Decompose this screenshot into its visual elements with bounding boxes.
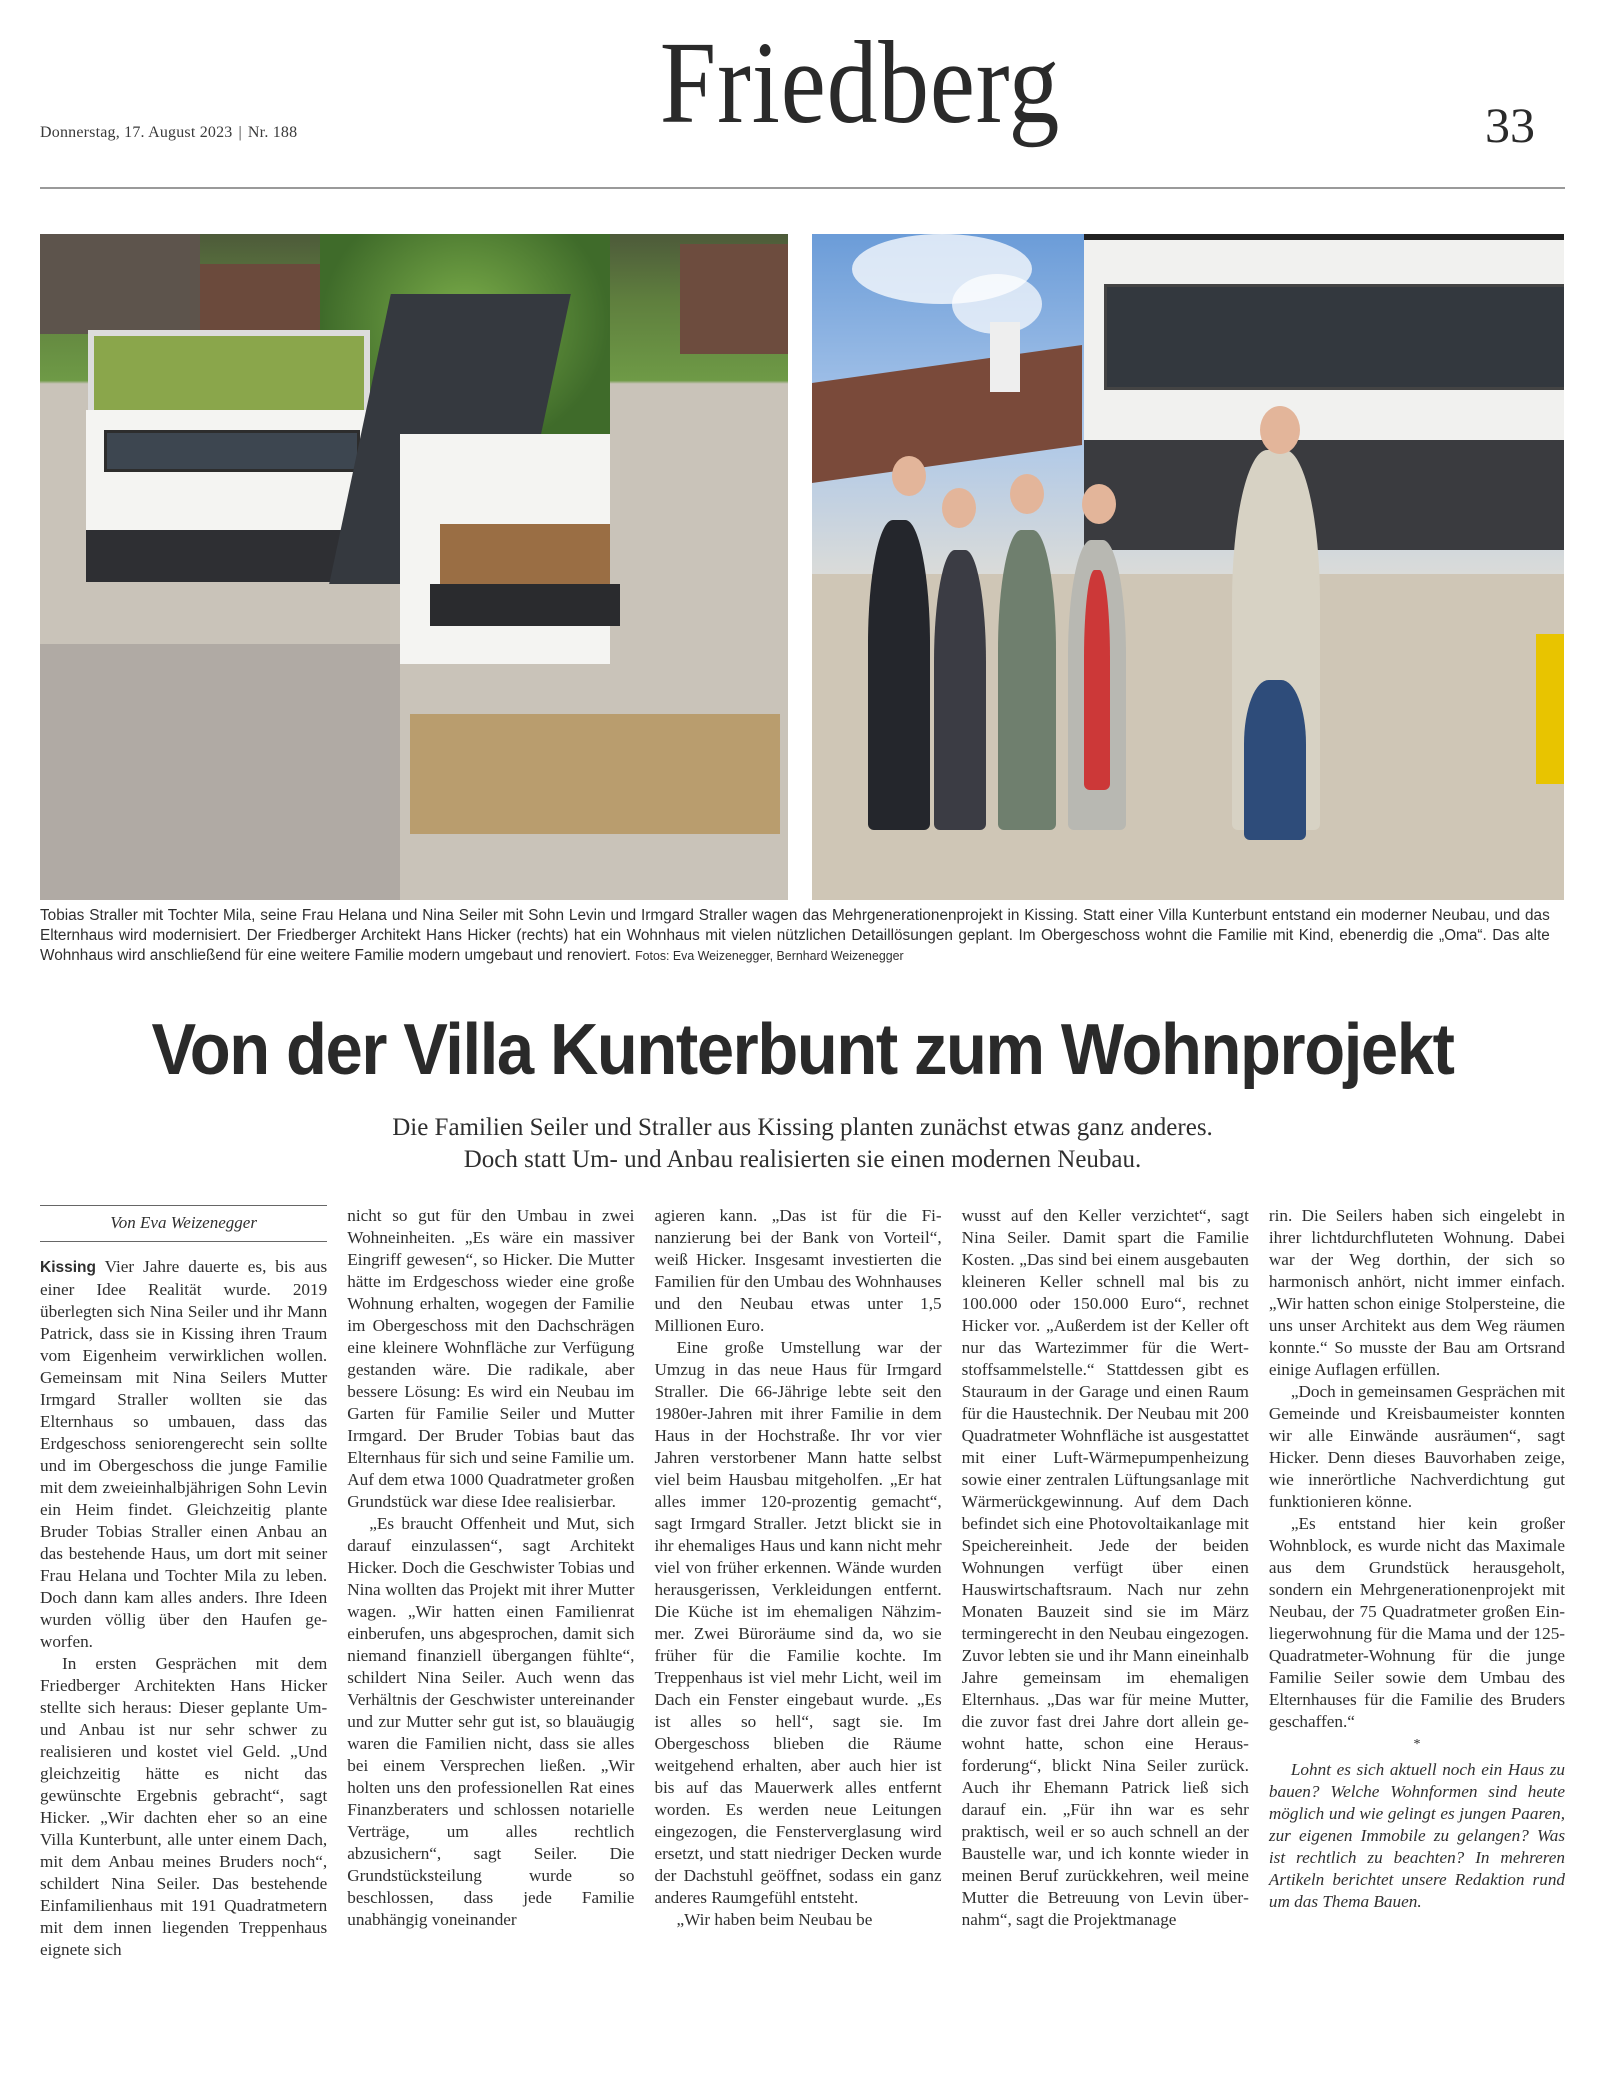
paved-yard — [40, 644, 400, 900]
photo-family-group — [812, 234, 1564, 900]
series-infobox: Lohnt es sich aktuell noch ein Haus zu bauen? Welche Wohnformen sind heute möglich und wie gelingt es jungen Paaren, zur eigenen Immobile zu gelangen? Was ist rechtlich zu beachten? In mehreren Artikeln berichtet unsere Redaktion rund um das Thema Bauen. — [1268, 1760, 1566, 1911]
article-headline: Von der Villa Kunterbunt zum Wohnprojekt — [151, 1010, 1454, 1090]
paragraph: „Doch in gemeinsamen Gesprächen mit Gemeinde und Kreisbaumeister konnten wir alle Einwände ausräumen“, sagt Hicker. Denn dieses Bauvorhaben zeige, wie innerörtliche Nachverdichtung gut funktionieren könne. — [1268, 1382, 1566, 1511]
article-column-4 — [962, 1205, 1249, 2065]
dark-facade — [1084, 440, 1564, 550]
yellow-excavator — [1536, 634, 1564, 784]
carport — [680, 244, 788, 354]
dateline — [40, 124, 297, 142]
balcony-railing — [430, 584, 620, 626]
paragraph: rin. Die Seilers haben sich eingelebt in ihrer lichtdurchfluteten Wohnung. Dabei war der Weg dorthin, der sich so harmonisch anhört, nicht immer einfach. „Wir hatten schon einige Stolpersteine, die uns unser Architekt aus dem Weg räumen konnte.“ So musste der Bau am Ortsrand einige Auflagen erfüllen. — [1268, 1206, 1566, 1379]
article-column-2 — [347, 1205, 634, 2065]
paragraph: nicht so gut für den Umbau in zwei Wohneinheiten. „Es wäre ein massiver Eingriff gewesen“, so Hicker. Die Mutter hätte im Erdgeschoss wieder eine große Wohnung erhalten, wogegen der Familie im Obergeschoss mit den Dachschrägen eine kleinere Wohnfläche zur Verfügung gestanden wäre. Die radikale, aber bessere Lösung: Es wird ein Neubau im Garten für Familie Seiler und Mutter Irmgard. Der Bruder Tobias baut das Elternhaus für sich und seine Familie um. Auf dem etwa 1000 Quadratmeter großen Grundstück war diese Idee realisierbar. — [347, 1206, 635, 1511]
article-subheadline — [40, 1112, 1565, 1176]
person-nina-with-levin — [998, 530, 1056, 830]
photo-caption — [40, 906, 1550, 966]
person-head — [1010, 474, 1044, 514]
paragraph: „Es entstand hier kein großer Wohnblock, es wurde nicht das Maximale aus dem Grundstück herausgeholt, sondern ein Mehrgenerationenprojekt mit Neubau, der 75 Quadratmeter großen Einliegerwohnung für die Mama und der 125-Quadratmeter-Wohnung für die junge Familie Seiler sowie dem Umbau des Elternhauses für die Familie des Bruders geschaffen.“ — [1268, 1514, 1566, 1731]
photo-aerial-house — [40, 234, 788, 900]
subheadline-line: Doch statt Um- und Anbau realisierten sie einen modernen Neubau. — [463, 1146, 1142, 1173]
subheadline-line: Die Familien Seiler und Straller aus Kissing planten zunächst etwas ganz anderes. — [392, 1114, 1213, 1141]
person-head — [1260, 406, 1300, 454]
person-helana — [934, 550, 986, 830]
green-roof — [88, 330, 370, 416]
article-column-3 — [654, 1205, 941, 2065]
window-band — [104, 430, 360, 472]
person-head — [1082, 484, 1116, 524]
location-dateline: Kissing — [40, 1259, 96, 1276]
jeans — [1244, 680, 1306, 840]
photo-credit: Fotos: Eva Weizenegger, Bernhard Weizenegger — [635, 949, 904, 963]
masthead-divider — [40, 187, 1565, 189]
date: Donnerstag, 17. August 2023 — [40, 124, 233, 141]
article-body — [40, 1205, 1565, 2065]
neighbor-roof — [40, 234, 200, 334]
red-top — [1084, 570, 1110, 790]
wooden-terrace — [440, 524, 610, 584]
chimney — [990, 322, 1020, 392]
paragraph: agieren kann. „Das ist für die Finanzierung bei der Bank von Vorteil“, weiß Hicker. Insgesamt investierten die Familien für den Umbau des Wohnhauses und den Neubau etwas unter 1,5 Millionen Euro. — [654, 1206, 942, 1335]
issue-number: Nr. 188 — [247, 124, 298, 141]
paragraph-text: Vier Jahre dauerte es, bis aus einer Idee Realität wurde. 2019 überlegten sich Nina Seiler und ihr Mann Patrick, dass sie in Kissing ihren Traum vom Eigenheim verwirklichen wollen. Gemeinsam mit Nina Seilers Mutter Irmgard Straller wollten sie das Elternhaus so umbauen, dass das Erdgeschoss seniorengerecht sein sollte und im Obergeschoss die junge Familie mit dem zweieinhalbjährigen Sohn Levin ein Heim findet. Gleichzeitig plante Bruder Tobias Straller einen Anbau an das bestehende Haus, um dort mit seiner Frau Helana und Tochter Mila zu leben. Doch dann kam alles anders. Ihre Ideen wurden völlig über den Haufen geworfen. — [40, 1257, 328, 1651]
person-head — [942, 488, 976, 528]
section-separator: * — [1413, 1737, 1421, 1752]
page-number: 33 — [1485, 97, 1535, 153]
section-title: Friedberg — [659, 17, 1061, 148]
article-column-1 — [40, 1205, 327, 2065]
window-band — [1104, 284, 1564, 390]
masthead — [40, 0, 1565, 188]
caption-text: Tobias Straller mit Tochter Mila, seine Frau Helana und Nina Seiler mit Sohn Levin und Irmgard Straller wagen das Mehrgenerationenprojekt in Kissing. Statt einer Villa Kunterbunt entstand ein moderner Neubau, und das Elternhaus wird modernisiert. Der Friedberger Architekt Hans Hicker (rechts) hat ein Wohnhaus mit vielen nützlichen Detaillösungen geplant. Im Obergeschoss wohnt die Familie mit Kind, ebenerdig die „Oma“. Das alte Wohnhaus wird anschließend für eine weitere Familie modern umgebaut und renoviert. — [40, 907, 1550, 964]
paragraph: wusst auf den Keller verzichtet“, sagt Nina Seiler. Damit spart die Familie Kosten. „Das sind bei einem ausgebauten kleineren Keller schnell mal bis zu 100.000 oder 150.000 Euro“, rechnet Hicker vor. „Außerdem ist der Keller oft nur das Wartezimmer für die Wertstoffsammelstelle.“ Stattdessen gibt es Stauraum in der Garage und einen Raum für die Haustechnik. Der Neubau mit 200 Quadratmeter Wohnfläche ist ausgestattet mit einer Luft-Wärmepumpenheizung sowie einer zentralen Lüftungsanlage mit Wärmerückgewinnung. Auf dem Dach befindet sich eine Photovoltaikanlage mit Speichereinheit. Jede der beiden Wohnungen verfügt über einen Hauswirtschaftsraum. Nach nur zehn Monaten Bauzeit sind sie im März termingerecht in den Neubau eingezogen. Zuvor lebten sie und ihr Mann eineinhalb Jahre gemeinsam im ehemaligen Elternhaus. „Das war für meine Mutter, die zuvor fast drei Jahre dort allein gewohnt hatte, schon eine Herausforderung“, blickt Nina Seiler zurück. Auch ihr Ehemann Patrick ließ sich darauf ein. „Für ihn war es sehr praktisch, weil er so auch schnell an der Baustelle war, und ich konnte wieder in meinen Beruf zurückkehren, weil meine Mutter die Betreuung von Levin übernahm“, sagt die Projektmanage — [961, 1206, 1249, 1929]
paragraph — [40, 1256, 327, 1653]
byline: Von Eva Weizenegger — [40, 1205, 327, 1242]
dirt-patch — [410, 714, 780, 834]
person-tobias-with-mila — [868, 520, 930, 830]
article-column-5 — [1269, 1205, 1565, 2065]
paragraph: Eine große Umstellung war der Umzug in das neue Haus für Irmgard Straller. Die 66-Jährige lebte seit den 1980er-Jahren mit ihrer Familie in dem Haus in der Hochstraße. Ihr vor vier Jahren verstorbener Mann hatte selbst viel beim Hausbau mitgeholfen. „Er hat alles immer 120-prozentig gemacht“, sagt Irmgard Straller. Jetzt blickt sie in ihr ehemaliges Haus und kann nicht mehr viel von früher erkennen. Wände wurden herausgerissen, Verkleidungen entfernt. Die Küche ist im ehemaligen Nähzimmer. Zwei Büroräume sind da, wo sie früher für die Familie kochte. Im Treppenhaus ist viel mehr Licht, weil im Dach ein Fenster eingebaut wurde. „Es ist alles so hell“, sagt sie. Im Obergeschoss blieben die Räume weitgehend erhalten, aber auch hier ist bis auf das Mauerwerk alles entfernt worden. Es werden neue Leitungen eingezogen, die Fensterverglasung wird ersetzt, und statt niedriger Decken wurde der Dachstuhl geöffnet, sodass ein ganz anderes Raumgefühl entsteht. — [654, 1338, 942, 1907]
dateline-separator: | — [238, 124, 242, 141]
person-head — [892, 456, 926, 496]
paragraph: „Wir haben beim Neubau be — [676, 1910, 873, 1929]
paragraph: In ersten Gesprächen mit dem Friedberger Architekten Hans Hicker stellte sich heraus: Dieser geplante Um- und Anbau ist nur sehr schwer zu realisieren und kostet viel Geld. „Und gleichzeitig hätte es nicht das gewünschte Ergebnis gebracht“, sagt Hicker. „Wir dachten eher so an eine Villa Kunterbunt, alle unter einem Dach, mit dem Anbau meines Bruders noch“, schildert Nina Seiler. Das bestehende Einfamilienhaus mit 191 Quadratmetern mit dem innen liegenden Treppenhaus eignete sich — [40, 1654, 328, 1959]
paragraph: „Es braucht Offenheit und Mut, sich darauf einzulassen“, sagt Architekt Hicker. Doch die Geschwister Tobias und Nina wollten das Projekt mit ihrer Mutter wagen. „Wir hatten einen Familienrat einberufen, uns abgesprochen, damit sich niemand finanziell übergangen fühlte“, schildert Nina Seiler. Auch wenn das Verhältnis der Geschwister untereinander und zur Mutter sehr gut ist, so blauäugig waren die Familien nicht, dass sie alles bei einem Versprechen ließen. „Wir holten uns den professionellen Rat eines Finanzberaters und schlossen notarielle Verträge, um alles rechtlich abzusichern“, sagt Seiler. Die Grundstücksteilung wurde so beschlossen, dass jede Familie unabhängig voneinander — [347, 1514, 635, 1929]
old-house-roof — [812, 345, 1082, 483]
